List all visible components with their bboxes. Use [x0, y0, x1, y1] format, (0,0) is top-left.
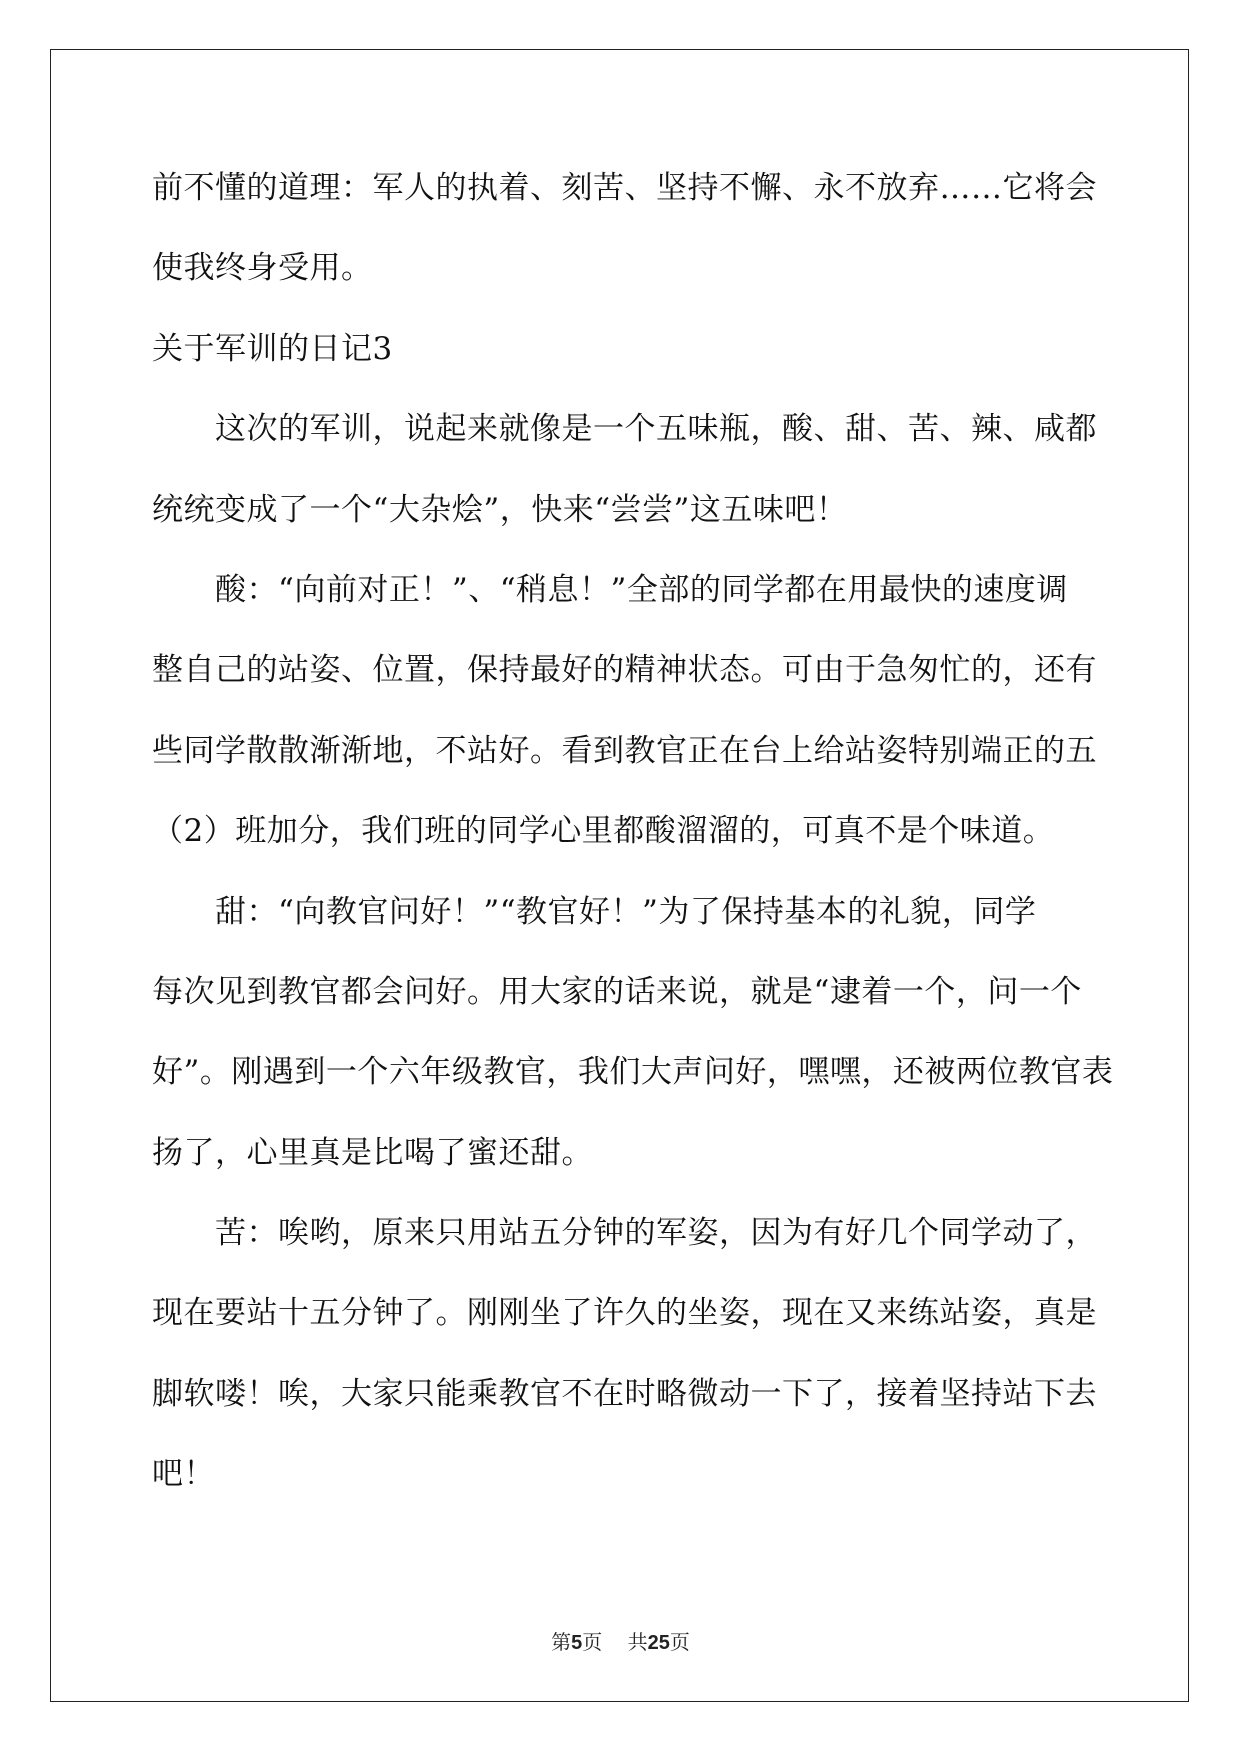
paragraph-line: 甜：“向教官问好！”“教官好！”为了保持基本的礼貌，同学	[215, 893, 1037, 930]
paragraph-line: 些同学散散渐渐地，不站好。看到教官正在台上给站姿特别端正的五	[152, 732, 1097, 769]
document-body	[152, 148, 1114, 1515]
footer-total-suffix: 页	[669, 1630, 690, 1654]
total-page-number: 25	[647, 1632, 670, 1654]
footer-total-prefix: 共	[627, 1630, 648, 1654]
paragraph-line: 这次的军训，说起来就像是一个五味瓶，酸、甜、苦、辣、咸都	[215, 411, 1097, 448]
paragraph-line: 现在要站十五分钟了。刚刚坐了许久的坐姿，现在又来练站姿，真是	[152, 1295, 1097, 1332]
paragraph-line: 脚软喽！唉，大家只能乘教官不在时略微动一下了，接着坚持站下去	[152, 1375, 1097, 1412]
paragraph-line: 使我终身受用。	[152, 250, 373, 287]
paragraph-line: 每次见到教官都会问好。用大家的话来说，就是“逮着一个，问一个	[152, 973, 1082, 1010]
paragraph-line: 统统变成了一个“大杂烩”，快来“尝尝”这五味吧！	[152, 491, 848, 528]
paragraph-line: 好”。刚遇到一个六年级教官，我们大声问好，嘿嘿，还被两位教官表	[152, 1054, 1114, 1091]
paragraph-line: 苦：唉哟，原来只用站五分钟的军姿，因为有好几个同学动了，	[215, 1215, 1097, 1252]
paragraph-line: 扬了，心里真是比喝了蜜还甜。	[152, 1134, 593, 1171]
paragraph-line: 前不懂的道理：军人的执着、刻苦、坚持不懈、永不放弃……它将会	[152, 170, 1097, 206]
footer-prefix: 第	[551, 1630, 572, 1654]
paragraph-line: 整自己的站姿、位置，保持最好的精神状态。可由于急匆忙的，还有	[152, 652, 1097, 689]
page-footer	[0, 1626, 1241, 1655]
paragraph-line: 酸：“向前对正！”、“稍息！”全部的同学都在用最快的速度调	[215, 571, 1068, 608]
paragraph-line: （2）班加分，我们班的同学心里都酸溜溜的，可真不是个味道。	[152, 813, 1055, 850]
section-title: 关于军训的日记3	[152, 330, 393, 367]
current-page-number: 5	[571, 1632, 583, 1654]
paragraph-line: 吧！	[152, 1456, 215, 1493]
footer-page-suffix: 页	[582, 1630, 603, 1654]
